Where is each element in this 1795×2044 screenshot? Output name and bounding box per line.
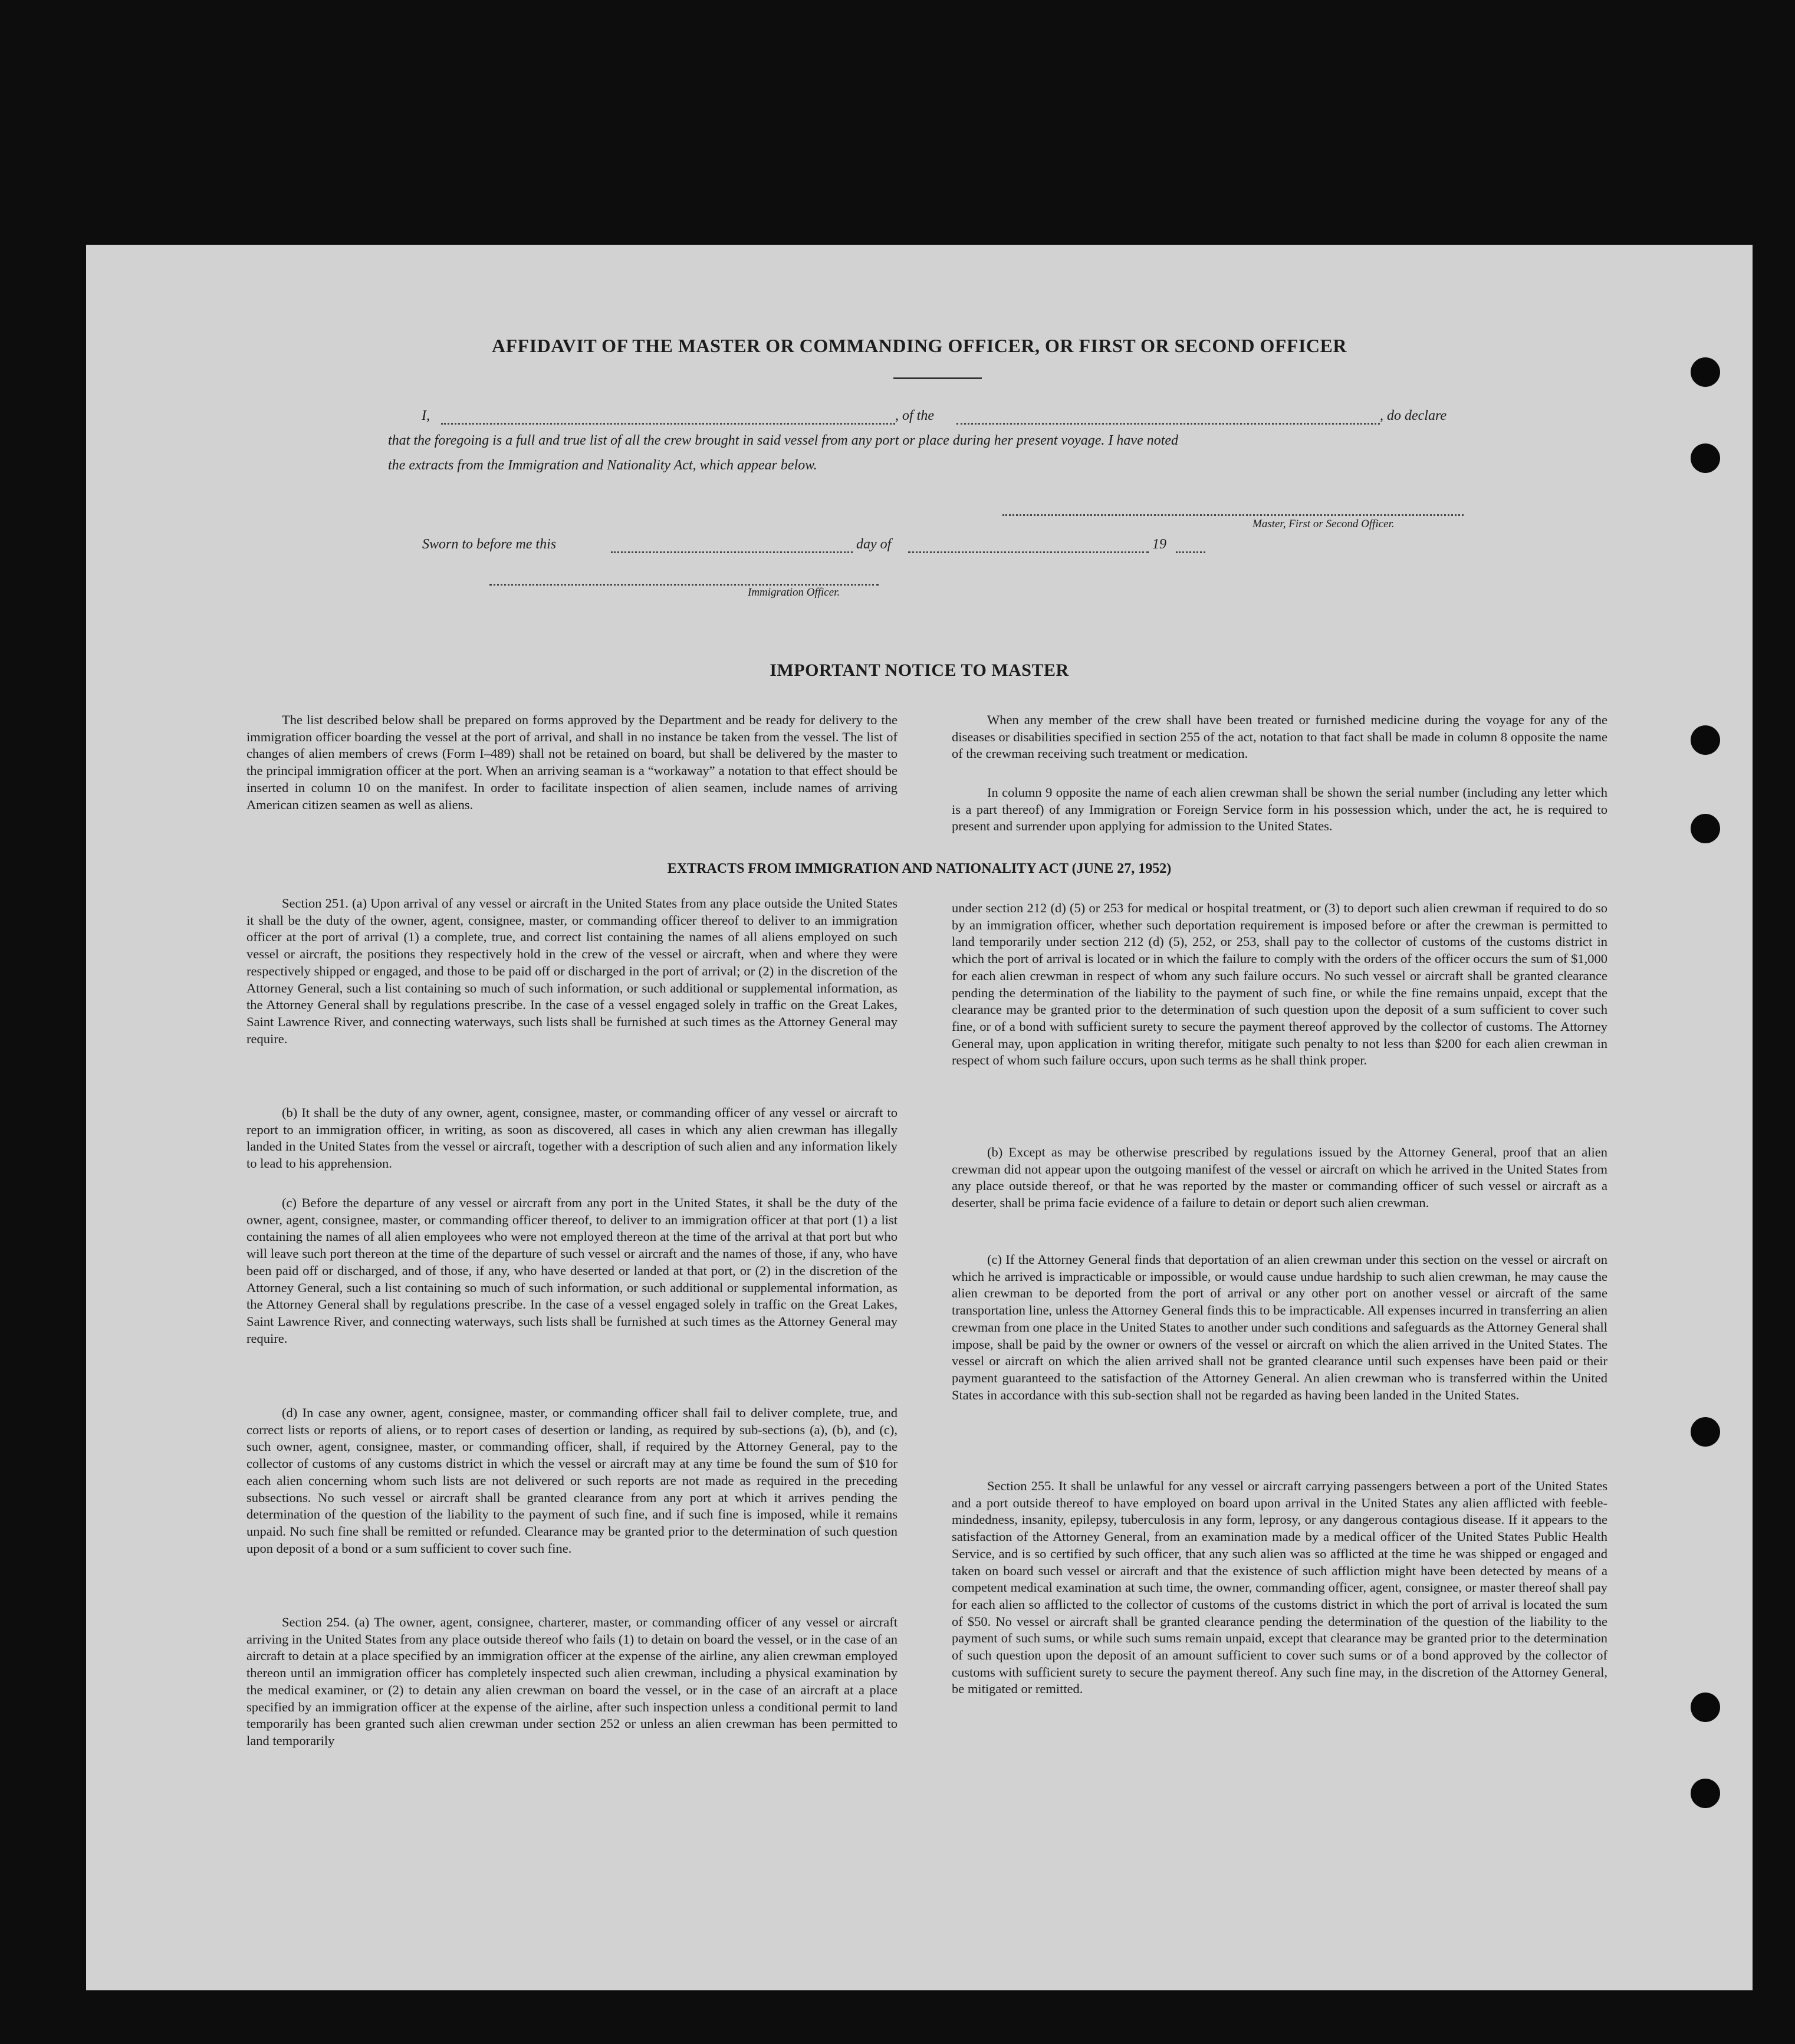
section-251-b: (b) It shall be the duty of any owner, agent, consignee, master, or commanding officer of any vessel or aircraft to report to an immigration officer, in writing, as soon as discovered, all cases in which any alien crewman has illegally landed in the United States from the vessel or aircraft, together with a description of such alien and any information likely to lead to his apprehension. bbox=[246, 1105, 898, 1171]
section-251-d: (d) In case any owner, agent, consignee, master, or commanding officer shall fail to deliver complete, true, and correct lists or reports of aliens, or to report cases of desertion or landing, as required by sub-sections (a), (b), and (c), such owner, agent, consignee, master, or commanding officer, shall, if required by the Attorney General, pay to the collector of customs of any customs district in which the vessel or aircraft may at any time be found the sum of $10 for each alien concerning whom such lists are not delivered or such reports are not made as required in the preceding subsections. No such vessel or aircraft shall be granted clearance from any port at which it arrives pending the determination of the question of the liability to the payment of such fine, and if such fine is imposed, while it remains unpaid. No such fine shall be remitted or refunded. Clearance may be granted prior to the determination of such question upon deposit of a bond or a sum sufficient to cover such fine. bbox=[246, 1405, 898, 1556]
affidavit-line-2: that the foregoing is a full and true list of all the crew brought in said vessel from any port or place during her present voyage. I have noted bbox=[388, 433, 1179, 448]
year-label: 19 bbox=[1152, 537, 1166, 552]
master-signature-label: Master, First or Second Officer. bbox=[1252, 518, 1395, 530]
sworn-day-field[interactable] bbox=[611, 551, 853, 553]
sworn-label: Sworn to before me this bbox=[422, 537, 557, 552]
i-label: I, bbox=[422, 408, 430, 423]
section-255: Section 255. It shall be unlawful for any vessel or aircraft carrying passengers between a port of the United States and a port outside thereof to have employed on board upon arrival in the United States any alien afflicted with feeble-mindedness, insanity, epilepsy, tuberculosis in any form, leprosy, or any dangerous contagious disease. If it appears to the satisfaction of the Attorney General, from an examination made by a medical officer of the United States Public Health Service, and is so certified by such officer, that any such alien was so afflicted at the time he was shipped or engaged and taken on board such vessel or aircraft and that the existence of such affliction might have been detected by means of a competent medical examination at such time, the owner, commanding officer, agent, consignee, or master thereof shall pay for each alien so afflicted to the collector of customs of the customs district in which the port of arrival is located the sum of $50. No vessel or aircraft shall be granted clearance pending the determination of the question of the liability to the payment of such sums, or while such sums remain unpaid, except that clearance may be granted prior to the determination of such question upon the deposit of an amount sufficient to cover such sums or of a bond approved by the collector of customs with sufficient surety to secure the payment thereof. Any such fine may, in the discretion of the Attorney General, be mitigated or remitted. bbox=[952, 1478, 1607, 1697]
punch-hole bbox=[1691, 1693, 1720, 1722]
affidavit-line-3: the extracts from the Immigration and Nationality Act, which appear below. bbox=[388, 458, 817, 473]
officer-signature-field[interactable] bbox=[489, 584, 879, 586]
affidavit-title: AFFIDAVIT OF THE MASTER OR COMMANDING OFFICER, OR FIRST OR SECOND OFFICER bbox=[492, 335, 1347, 356]
notice-right-paragraph-2: In column 9 opposite the name of each alien crewman shall be shown the serial number (including any letter which is a part thereof) of any Immigration or Foreign Service form in his possession which, under the act, he is required to present and surrender upon applying for admission to the United States. bbox=[952, 785, 1607, 834]
extracts-title: EXTRACTS FROM IMMIGRATION AND NATIONALITY ACT (JUNE 27, 1952) bbox=[667, 861, 1172, 876]
notice-right-paragraph-1: When any member of the crew shall have been treated or furnished medicine during the voyage for any of the diseases or disabilities specified in section 255 of the act, notation to that fact shall be made in column 8 opposite the name of the crewman receiving such treatment or medication. bbox=[952, 712, 1607, 761]
section-254-c: (c) If the Attorney General finds that deportation of an alien crewman under this section on the vessel or aircraft on which he arrived is impracticable or impossible, or would cause undue hardship to such alien crewman, he may cause the alien crewman to be deported from the port of arrival or any other port on another vessel or aircraft of the same transportation line, unless the Attorney General finds this to be impracticable. All expenses incurred in transferring an alien crewman from one place in the United States to another under such conditions and safeguards as the Attorney General shall impose, shall be paid by the owner or owners of the vessel or aircraft on which the alien arrived in the United States. The vessel or aircraft on which the alien arrived shall not be granted clearance until such expenses have been paid or their payment guaranteed to the satisfaction of the Attorney General. An alien crewman who is transferred within the United States in accordance with this sub-section shall not be regarded as having been landed in the United States. bbox=[952, 1252, 1607, 1402]
section-254-a: Section 254. (a) The owner, agent, consignee, charterer, master, or commanding officer of any vessel or aircraft arriving in the United States from any place outside thereof who fails (1) to detain on board the vessel, or in the case of an aircraft to detain at a place specified by an immigration officer at the expense of the airline, any alien crewman employed thereon until an immigration officer has completely inspected such alien crewman, including a physical examination by the medical examiner, or (2) to detain any alien crewman on board the vessel, or in the case of an aircraft at a place specified by an immigration officer at the expense of the airline, after such inspection unless a conditional permit to land temporarily has been granted such alien crewman under section 252 or unless an alien crewman has been permitted to land temporarily bbox=[246, 1615, 898, 1748]
punch-hole bbox=[1691, 814, 1720, 843]
punch-hole bbox=[1691, 725, 1720, 755]
punch-hole bbox=[1691, 357, 1720, 387]
notice-left-paragraph: The list described below shall be prepared on forms approved by the Department and be ready for delivery to the immigration officer boarding the vessel at the port of arrival, and shall in no instance be taken from the vessel. The list of changes of alien members of crews (Form I–489) shall not be retained on board, but shall be delivered by the master to the principal immigration officer at the port. When an arriving seaman is a “workaway” a notation to that effect should be inserted in column 10 on the manifest. In order to facilitate inspection of alien seamen, include names of arriving American citizen seamen as well as aliens. bbox=[246, 712, 898, 812]
officer-signature-label: Immigration Officer. bbox=[748, 586, 840, 599]
sworn-month-field[interactable] bbox=[908, 551, 1149, 553]
notice-title: IMPORTANT NOTICE TO MASTER bbox=[770, 660, 1069, 680]
punch-hole bbox=[1691, 443, 1720, 473]
do-declare-label: , do declare bbox=[1380, 408, 1447, 423]
day-of-label: day of bbox=[856, 537, 892, 552]
punch-hole bbox=[1691, 1417, 1720, 1447]
title-rule bbox=[893, 377, 982, 379]
sworn-year-field[interactable] bbox=[1176, 551, 1205, 553]
of-the-label: , of the bbox=[895, 408, 934, 423]
section-251-a: Section 251. (a) Upon arrival of any vessel or aircraft in the United States from any place outside the United States it shall be the duty of the owner, agent, consignee, master, or commanding officer thereof to deliver to an immigration officer at the port of arrival (1) a complete, true, and correct list containing the names of all aliens employed on such vessel or aircraft, the positions they respectively hold in the crew of the vessel or aircraft, when and where they were respectively shipped or engaged, and those to be paid off or discharged in the port of arrival; or (2) in the discretion of the Attorney General, such a list containing so much of such information, or such additional or supplemental information, as the Attorney General shall by regulations prescribe. In the case of a vessel engaged solely in traffic on the Great Lakes, Saint Lawrence River, and connecting waterways, such lists shall be furnished at such times as the Attorney General may require. bbox=[246, 896, 898, 1046]
section-254-b: (b) Except as may be otherwise prescribed by regulations issued by the Attorney General, proof that an alien crewman did not appear upon the outgoing manifest of the vessel or aircraft on which he arrived in the United States from any place outside thereof, or that he was reported by the master or commanding officer of such vessel or aircraft as a deserter, shall be prima facie evidence of a failure to detain or deport such alien crewman. bbox=[952, 1145, 1607, 1211]
vessel-field[interactable] bbox=[956, 423, 1380, 425]
section-251-c: (c) Before the departure of any vessel or aircraft from any port in the United States, it shall be the duty of the owner, agent, consignee, master, or commanding officer thereof, to deliver to an immigration officer at that port (1) a list containing the names of all alien employees who were not employed thereon at the time of the arrival at that port but who will leave such port thereon at the time of the departure of such vessel or aircraft and the names of those, if any, who have been paid off or discharged, and of those, if any, who have deserted or landed at that port, or (2) in the discretion of the Attorney General, such a list containing so much of such information, or such additional or supplemental information, as the Attorney General shall by regulations prescribe. In the case of a vessel engaged solely in traffic on the Great Lakes, Saint Lawrence River, and connecting waterways, such lists shall be furnished at such times as the Attorney General may require. bbox=[246, 1195, 898, 1346]
section-254-a-continued: under section 212 (d) (5) or 253 for medical or hospital treatment, or (3) to deport such alien crewman if required to do so by an immigration officer, whether such deportation requirement is imposed before or after the crewman is permitted to land temporarily under section 212 (d) (5), 252, or 253, shall pay to the collector of customs of the customs district in which the port of arrival is located or in which the failure to comply with the orders of the officer occurs the sum of $1,000 for each alien crewman in respect of whom any such failure occurs. No such vessel or aircraft shall be granted clearance pending the determination of the liability to the payment of such fine, or while the fine remains unpaid, except that the clearance may be granted prior to the determination of such question upon the deposit of a sum sufficient to cover such fine, or of a bond with sufficient surety to secure the payment thereof approved by the collector of customs. The Attorney General may, upon application in writing therefor, mitigate such penalty to not less than $200 for each alien crewman in respect of whom such failure occurs, upon such terms as he shall think proper. bbox=[952, 901, 1607, 1068]
punch-hole bbox=[1691, 1779, 1720, 1808]
name-field[interactable] bbox=[441, 423, 895, 425]
master-signature-field[interactable] bbox=[1002, 514, 1464, 516]
